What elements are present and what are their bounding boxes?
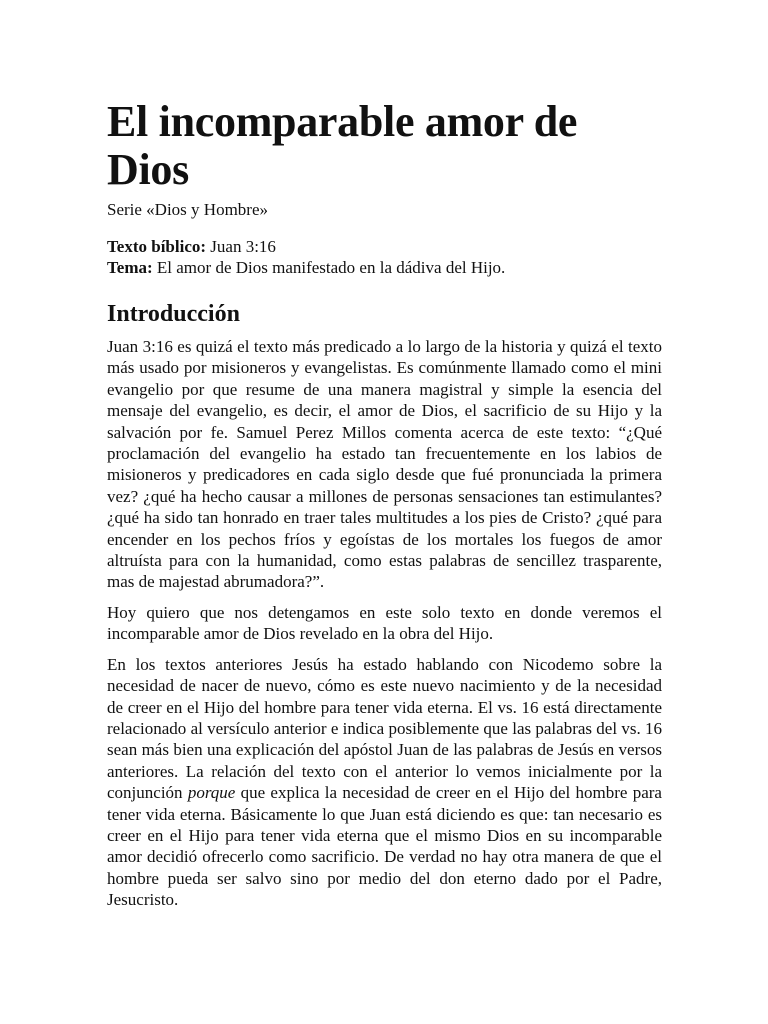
section-heading: Introducción [107, 301, 240, 327]
theme-value: El amor de Dios manifestado en la dádiva del Hijo. [152, 258, 506, 277]
document-page [107, 98, 662, 920]
paragraph: Hoy quiero que nos detengamos en este solo texto en donde veremos el incomparable amor de Dios revelado en la obra del Hijo. [107, 602, 662, 644]
paragraph: Juan 3:16 es quizá el texto más predicado a lo largo de la historia y quizá el texto más usado por misioneros y evangelistas. Es comúnmente llamado como el mini evangelio por que resume de una manera magistral y simple la esencia del mensaje del evangelio, es decir, el amor de Dios, el sacrificio de su Hijo y la salvación por fe. Samuel Perez Millos comenta acerca de este texto: “¿Qué proclamación del evangelio ha estado tan frecuentemente en los labios de misioneros y predicadores en cada siglo desde que fué pronunciada la primera vez? ¿qué ha hecho causar a millones de personas sensaciones tan estimulantes? ¿qué ha sido tan honrado en traer tales multitudes a los pies de Cristo? ¿qué para encender en los pechos fríos y egoístas de los mortales los fuegos de amor altruísta para con la humanidad, como estas palabras de sencillez trasparente, mas de majestad abrumadora?”. [107, 337, 662, 592]
document-meta [107, 236, 662, 278]
paragraph-italic-text: porque [187, 783, 236, 803]
paragraph-text: En los textos anteriores Jesús ha estado hablando con Nicodemo sobre la necesidad de nacer de nuevo, cómo es este nuevo nacimiento y de la necesidad de creer en el Hijo del hombre para tener vida eterna. El vs. 16 está directamente relacionado al versículo anterior e indica posiblemente que las palabras del vs. 16 sean más bien una explicación del apóstol Juan de las palabras de Jesús en versos anteriores. La relación del texto con el anterior lo vemos inicialmente por la conjunción [107, 654, 662, 803]
paragraph-text: que explica la necesidad de creer en el Hijo del hombre para tener vida eterna. Básicamente lo que Juan está diciendo es que: tan necesario es creer en el Hijo para tener vida eterna que el mismo Dios en su incomparable amor decidió ofrecerlo como sacrificio. De verdad no hay otra manera de que el hombre pueda ser salvo sino por medio del don eterno dado por el Padre, Jesucristo. [107, 783, 662, 910]
theme-label: Tema: [107, 258, 153, 277]
paragraph [107, 654, 662, 911]
bible-text-line [107, 236, 662, 257]
bible-text-label: Texto bíblico: [107, 237, 207, 256]
theme-line [107, 257, 662, 278]
series-subtitle: Serie «Dios y Hombre» [107, 200, 269, 219]
bible-text-value: Juan 3:16 [206, 237, 276, 256]
document-title: El incomparable amor de Dios [107, 97, 578, 194]
